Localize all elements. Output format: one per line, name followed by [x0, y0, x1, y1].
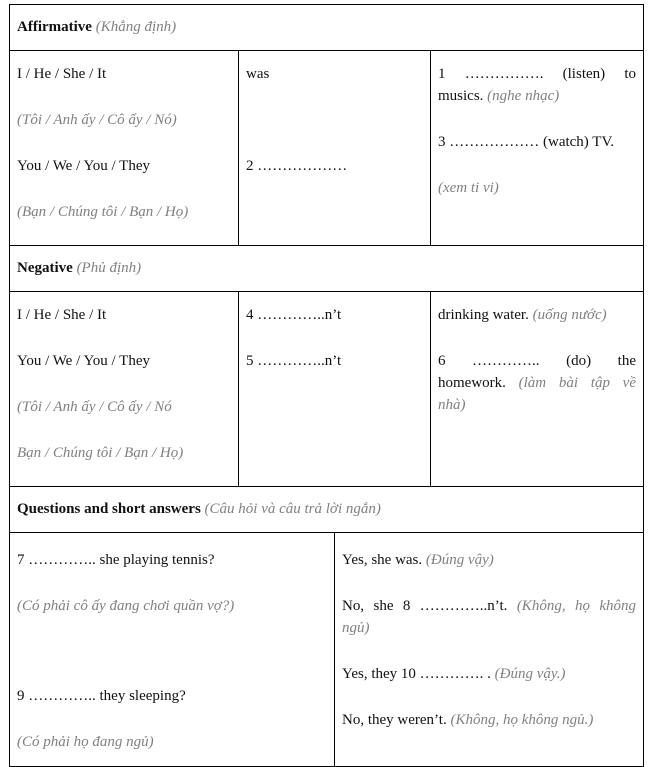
affirmative-title: Affirmative — [17, 19, 92, 35]
negative-title: Negative — [17, 260, 73, 276]
negative-drink-vi: (uống nước) — [532, 307, 607, 323]
negative-drink-line — [438, 304, 636, 326]
affirmative-subjects-cell — [10, 51, 239, 246]
answer-1-text: Yes, she was. — [342, 552, 423, 568]
negative-blank-6: 6 ………….. (do) the — [438, 353, 636, 369]
affirmative-section — [9, 4, 644, 487]
negative-title-vi: (Phủ định) — [76, 260, 142, 276]
negative-verb-cell — [239, 292, 431, 487]
answer-3 — [342, 663, 636, 685]
questions-section — [9, 486, 644, 767]
negative-heading — [10, 246, 644, 292]
affirmative-blank-3: 3 ……………… (watch) TV. — [438, 134, 615, 150]
grammar-table — [9, 4, 643, 767]
affirmative-heading — [10, 5, 644, 51]
answer-3-vi: (Đúng vậy.) — [494, 666, 566, 682]
answers-cell — [335, 533, 644, 767]
negative-subjects-cell — [10, 292, 239, 487]
affirmative-item-1-rest: musics. — [438, 88, 484, 104]
answer-4 — [342, 709, 636, 731]
negative-subjects-1-vi: (Tôi / Anh ấy / Cô ấy / Nó — [17, 399, 172, 415]
negative-item-6-vi: (làm bài tập về — [518, 375, 636, 391]
questions-heading — [10, 487, 644, 533]
affirmative-item-1-vi: (nghe nhạc) — [487, 88, 560, 104]
answer-1-vi: (Đúng vậy) — [425, 552, 494, 568]
affirmative-blank-2: 2 ……………… — [246, 158, 348, 174]
affirmative-subjects-1: I / He / She / It — [17, 66, 107, 82]
affirmative-subjects-1-vi: (Tôi / Anh ấy / Cô ấy / Nó) — [17, 112, 177, 128]
negative-item-6-rest: homework. — [438, 375, 506, 391]
negative-drink: drinking water. — [438, 307, 529, 323]
negative-item-6-vi-cont: nhà) — [438, 397, 466, 413]
questions-title: Questions and short answers — [17, 501, 201, 517]
affirmative-blank-1: 1 ……………. (listen) to — [438, 66, 636, 82]
answer-2 — [342, 595, 636, 617]
affirmative-verb-was: was — [246, 66, 270, 82]
answer-4-vi: (Không, họ không ngủ.) — [450, 712, 594, 728]
question-9: 9 ………….. they sleeping? — [17, 688, 186, 704]
questions-cell — [10, 533, 335, 767]
question-7-vi: (Có phải cô ấy đang chơi quần vợ?) — [17, 598, 235, 614]
affirmative-item-1-line2 — [438, 85, 636, 107]
negative-blank-4: 4 …………..n’t — [246, 307, 342, 323]
affirmative-title-vi: (Khẳng định) — [95, 19, 177, 35]
answer-1 — [342, 549, 636, 571]
affirmative-subjects-2-vi: (Bạn / Chúng tôi / Bạn / Họ) — [17, 204, 189, 220]
questions-title-vi: (Câu hỏi và câu trả lời ngắn) — [204, 501, 381, 517]
affirmative-item-3-vi: (xem ti vi) — [438, 180, 499, 196]
answer-2-vi: (Không, họ không — [516, 598, 637, 614]
answer-2-vi-cont: ngủ) — [342, 620, 370, 636]
negative-example-cell — [431, 292, 644, 487]
negative-subjects-1: I / He / She / It — [17, 307, 107, 323]
negative-subjects-2-vi: Bạn / Chúng tôi / Bạn / Họ) — [17, 445, 184, 461]
answer-2-text: No, she 8 …………..n’t. — [342, 598, 508, 614]
affirmative-subjects-2: You / We / You / They — [17, 158, 151, 174]
answer-3-text: Yes, they 10 …………. . — [342, 666, 491, 682]
question-7: 7 ………….. she playing tennis? — [17, 552, 215, 568]
negative-subjects-2: You / We / You / They — [17, 353, 151, 369]
negative-item-6-line2 — [438, 372, 636, 394]
answer-4-text: No, they weren’t. — [342, 712, 447, 728]
affirmative-verb-cell — [239, 51, 431, 246]
negative-blank-5: 5 …………..n’t — [246, 353, 342, 369]
question-9-vi: (Có phải họ đang ngủ) — [17, 734, 154, 750]
affirmative-example-cell — [431, 51, 644, 246]
